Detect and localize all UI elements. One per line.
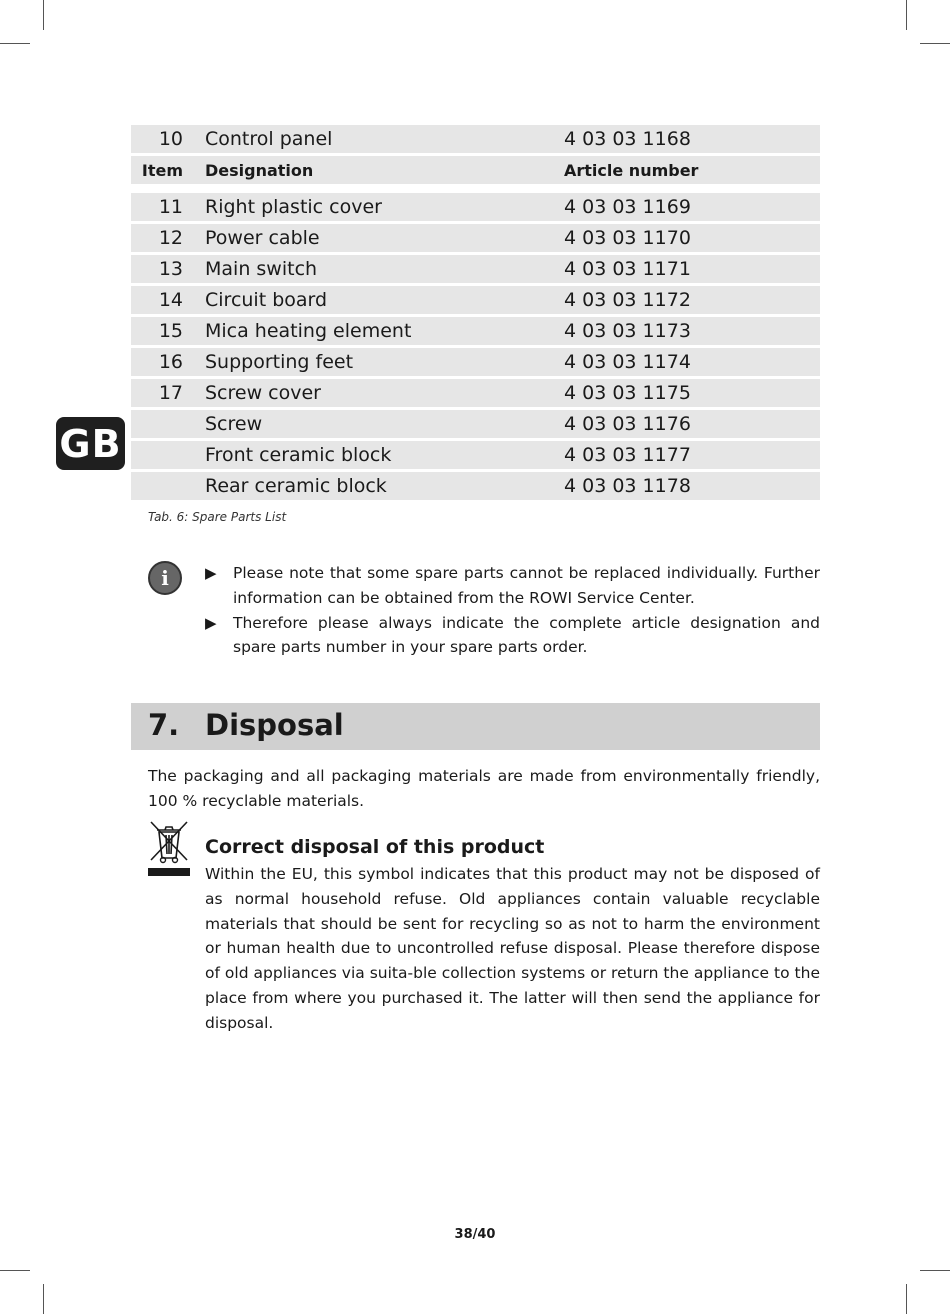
item-cell: 12 xyxy=(131,224,205,252)
item-cell: 11 xyxy=(131,193,205,221)
header-item: Item xyxy=(131,156,205,184)
arrow-bullet-icon: ▶ xyxy=(205,613,217,632)
table-row xyxy=(131,255,820,283)
article-cell: 4 03 03 1171 xyxy=(564,255,820,283)
item-cell: 13 xyxy=(131,255,205,283)
crop-mark xyxy=(43,1284,44,1314)
item-cell xyxy=(131,410,205,438)
item-cell: 14 xyxy=(131,286,205,314)
article-cell: 4 03 03 1175 xyxy=(564,379,820,407)
table-row xyxy=(131,472,820,500)
spare-parts-table xyxy=(131,122,820,503)
section-number: 7. xyxy=(148,708,180,742)
article-cell: 4 03 03 1177 xyxy=(564,441,820,469)
language-tab: GB xyxy=(56,417,125,470)
item-cell: 16 xyxy=(131,348,205,376)
crop-mark xyxy=(920,43,950,44)
disposal-text: Within the EU, this symbol indicates that this product may not be disposed of as normal household refuse. Old appliances contain valuable recyclable materials that should be sent for recycling so as not to harm the environment or human health due to uncontrolled refuse disposal. Please therefore dispose of old appliances via suita-ble collection systems or return the appliance to the place from where you purchased it. The latter will then send the appliance for disposal. xyxy=(205,865,820,1032)
item-cell xyxy=(131,472,205,500)
article-cell: 4 03 03 1172 xyxy=(564,286,820,314)
designation-cell: Screw xyxy=(205,410,564,438)
item-cell: 17 xyxy=(131,379,205,407)
item-cell: 15 xyxy=(131,317,205,345)
designation-cell: Rear ceramic block xyxy=(205,472,564,500)
note-text: Therefore please always indicate the complete article designation and spare parts number in your spare parts order. xyxy=(233,613,820,657)
crop-mark xyxy=(43,0,44,30)
designation-cell: Mica heating element xyxy=(205,317,564,345)
header-designation: Designation xyxy=(205,156,564,184)
crop-mark xyxy=(920,1270,950,1271)
designation-cell: Power cable xyxy=(205,224,564,252)
page-number: 38/40 xyxy=(454,1227,496,1242)
header-article: Article number xyxy=(564,156,820,184)
designation-cell: Right plastic cover xyxy=(205,193,564,221)
designation-cell: Supporting feet xyxy=(205,348,564,376)
intro-paragraph: The packaging and all packaging materials are made from environmentally friendly, 100 % recyclable materials. xyxy=(148,767,820,810)
table-row xyxy=(131,410,820,438)
section-heading xyxy=(131,703,820,750)
table-row xyxy=(131,441,820,469)
article-cell: 4 03 03 1169 xyxy=(564,193,820,221)
crop-mark xyxy=(906,0,907,30)
table-row xyxy=(131,224,820,252)
table-header-row xyxy=(131,156,820,184)
item-cell: 10 xyxy=(131,125,205,153)
disposal-heading: Correct disposal of this product xyxy=(205,836,545,858)
article-cell: 4 03 03 1173 xyxy=(564,317,820,345)
article-cell: 4 03 03 1168 xyxy=(564,125,820,153)
crop-mark xyxy=(0,1270,30,1271)
crossed-out-bin-icon xyxy=(148,820,190,876)
designation-cell: Main switch xyxy=(205,255,564,283)
designation-cell: Circuit board xyxy=(205,286,564,314)
article-cell: 4 03 03 1174 xyxy=(564,348,820,376)
note-item xyxy=(205,561,820,611)
designation-cell: Front ceramic block xyxy=(205,441,564,469)
crop-mark xyxy=(906,1284,907,1314)
article-cell: 4 03 03 1178 xyxy=(564,472,820,500)
note-text: Please note that some spare parts cannot be replaced individually. Further information can be obtained from the ROWI Service Center. xyxy=(233,564,820,607)
crop-mark xyxy=(0,43,30,44)
designation-cell: Control panel xyxy=(205,125,564,153)
table-row xyxy=(131,317,820,345)
article-cell: 4 03 03 1170 xyxy=(564,224,820,252)
notes-list xyxy=(205,561,820,660)
article-cell: 4 03 03 1176 xyxy=(564,410,820,438)
arrow-bullet-icon: ▶ xyxy=(205,564,217,582)
note-item xyxy=(205,611,820,661)
table-row xyxy=(131,193,820,221)
info-icon: i xyxy=(148,561,182,595)
table-row xyxy=(131,125,820,153)
table-row xyxy=(131,379,820,407)
designation-cell: Screw cover xyxy=(205,379,564,407)
section-title: Disposal xyxy=(205,708,344,742)
table-row xyxy=(131,348,820,376)
table-row xyxy=(131,286,820,314)
table-caption: Tab. 6: Spare Parts List xyxy=(148,510,287,524)
item-cell xyxy=(131,441,205,469)
